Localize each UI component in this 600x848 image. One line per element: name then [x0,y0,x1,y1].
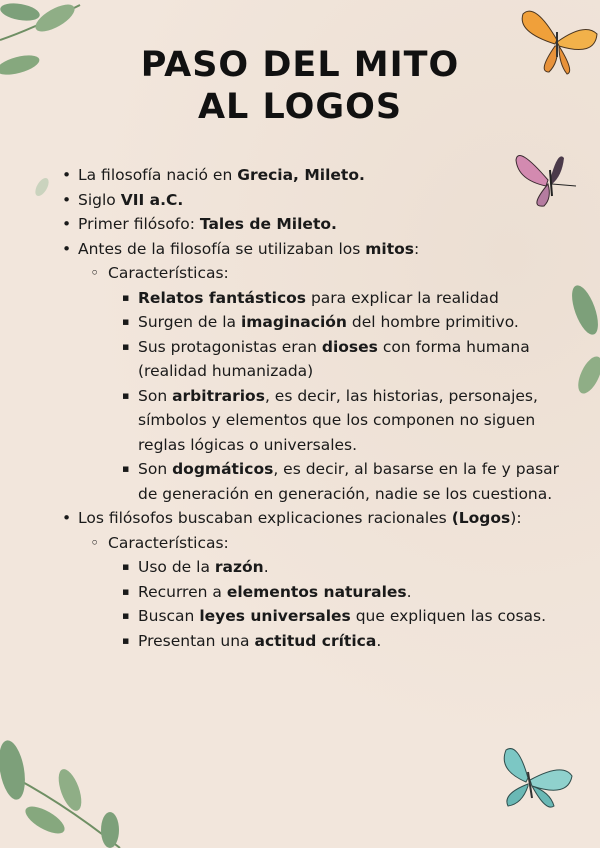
item-text: Primer filósofo: [78,215,200,233]
point-bold: dioses [321,337,378,356]
point-text: Recurren a [138,582,227,601]
list-item [62,506,562,531]
mitos-characteristics-header: ◦ Características: [62,261,562,286]
item-text: ): [510,509,522,527]
point-text: Son [138,460,173,478]
point-text: con forma humana (realidad humanizada) [138,337,530,380]
main-list [62,163,562,261]
mitos-points [62,286,562,507]
point-bold: dogmáticos [172,460,274,478]
point-text: . [376,631,382,650]
item-text: : [414,239,420,258]
point-bold: elementos naturales [226,582,407,601]
point-text: , es decir, las historias, personajes, símbolos y elementos que los componen no siguen reglas lógicas o universales. [138,386,538,454]
leaf-branch-right-icon [560,280,600,400]
leaf-sprig-icon [30,175,54,199]
leaf-branch-bottom-left-icon [0,730,130,848]
page-title-line-1: PASO DEL MITO [140,45,460,85]
item-text: Los filósofos buscaban explicaciones racionales [78,509,452,527]
logos-point [62,580,562,605]
point-text: Surgen de la [138,313,241,331]
mitos-point [62,310,562,335]
point-text: , es decir, al basarse en la fe y pasar de generación en generación, nadie se los cuestiona. [138,460,560,503]
logos-point [62,604,562,629]
point-bold: razón [214,558,264,576]
point-text: Son [138,386,173,405]
mitos-sublist [62,261,562,286]
logos-characteristics-header: ◦ Características: [62,531,562,556]
list-item [62,237,562,262]
logos-point [62,555,562,580]
logos-points [62,555,562,653]
item-bold: ( [451,509,459,527]
list-item [62,188,562,213]
mitos-point [62,286,562,311]
point-text: Sus protagonistas eran [138,337,322,356]
item-bold: VII a.C. [120,190,184,209]
page-title-line-2: AL LOGOS [197,87,403,127]
item-bold: mitos [365,239,414,258]
item-bold: Grecia, Mileto. [237,166,365,184]
mitos-point [62,384,562,458]
logos-sublist [62,531,562,556]
item-text: Antes de la filosofía se utilizaban los [78,239,366,258]
logos-list [62,506,562,531]
item-bold: Logos [458,509,511,527]
logos-point [62,629,562,654]
point-bold: imaginación [240,313,347,331]
point-text: Buscan [138,607,200,625]
point-text: . [406,582,412,601]
point-text: que expliquen las cosas. [350,607,547,625]
point-bold: leyes universales [199,607,351,625]
point-text: del hombre primitivo. [346,313,519,331]
point-text: Presentan una [138,631,255,650]
point-text: para explicar la realidad [306,288,499,307]
point-text: Uso de la [138,558,215,576]
point-text: . [263,558,269,576]
point-bold: arbitrarios [172,386,265,405]
item-text: La filosofía nació en [78,166,238,184]
point-bold: actitud crítica [254,631,377,650]
item-bold: Tales de Mileto. [199,215,337,233]
mitos-point [62,335,562,384]
list-item [62,163,562,188]
item-text: Siglo [78,190,121,209]
list-item [62,212,562,237]
mitos-point [62,457,562,506]
teal-butterfly-icon [488,742,576,814]
content [62,163,562,653]
point-bold: Relatos fantásticos [138,288,307,307]
